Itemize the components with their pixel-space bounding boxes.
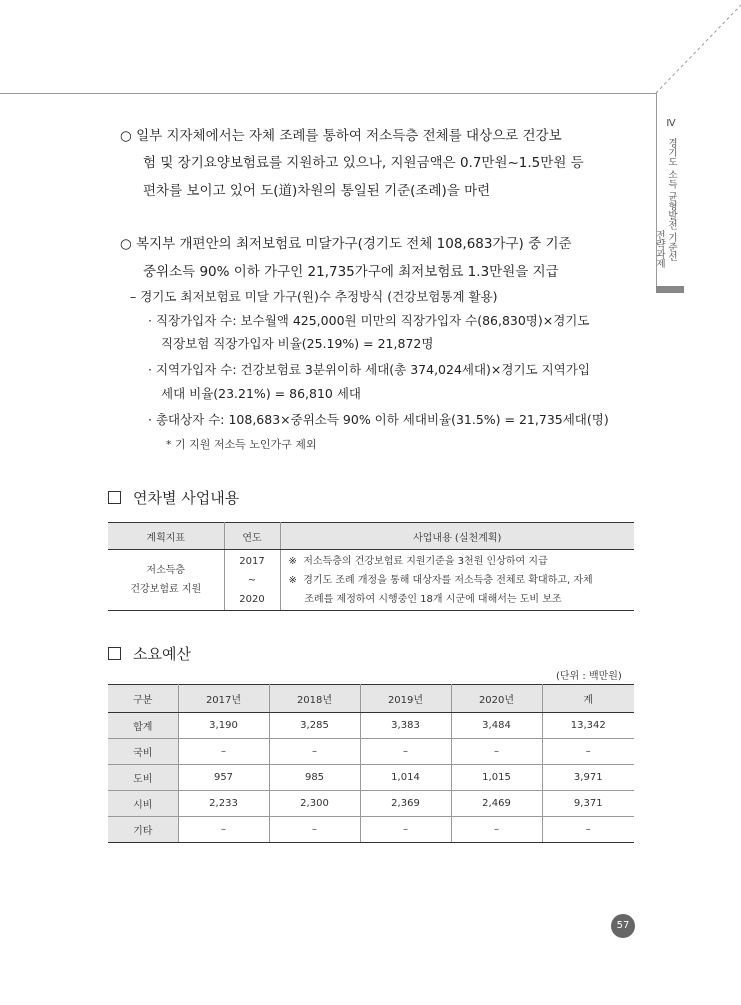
table-cell: 2,300 [269,791,360,817]
table-cell: 3,383 [360,713,451,739]
table-cell: – [360,739,451,765]
section1-heading [108,487,239,508]
table1-header: 계획지표 [108,523,224,550]
bullet1-line1: · 직장가입자 수: 보수월액 425,000원 미만의 직장가입자 수(86,830명)×경기도 [148,313,590,328]
row-label: 국비 [108,739,178,765]
bullet2-line2: 세대 비율(23.21%) = 86,810 세대 [161,386,361,401]
indicator-line: 저소득층 [146,565,186,576]
para2-line1: ○ 복지부 개편안의 최저보험료 미달가구(경기도 전체 108,683가구) 중 기준 [120,236,572,252]
table-cell: – [542,817,634,843]
table2-header: 2017년 [178,685,269,713]
table-cell: 3,484 [451,713,542,739]
header-rule [0,93,656,94]
row-label: 기타 [108,817,178,843]
year-line: ~ [247,574,257,586]
table-cell: 3,285 [269,713,360,739]
chapter-tab [654,118,685,286]
table1-header: 연도 [224,523,280,550]
content-line: 조례를 제정하여 시행중인 18개 시군에 대해서는 도비 보조 [288,593,562,605]
table-cell: – [269,739,360,765]
row-label: 시비 [108,791,178,817]
chapter-number: Ⅳ [666,118,676,129]
table-cell: 1,014 [360,765,451,791]
table-cell: 957 [178,765,269,791]
table2-header: 계 [542,685,634,713]
bullet2-line1: · 지역가입자 수: 건강보험료 3분위이하 세대(총 374,024세대)×경기도 지역가입 [148,362,590,377]
section2-title: 소요예산 [133,645,191,663]
table-cell: 13,342 [542,713,634,739]
budget-table [108,684,634,843]
table-row [108,817,634,843]
row-label: 도비 [108,765,178,791]
table-cell: – [178,739,269,765]
checkbox-icon [108,491,121,504]
checkbox-icon [108,647,121,660]
table-row [108,791,634,817]
table2-header: 2020년 [451,685,542,713]
corner-decoration [0,0,741,100]
table-cell: 1,015 [451,765,542,791]
section2-heading [108,643,191,664]
section1-title: 연차별 사업내용 [133,489,240,507]
para1-line3: 편차를 보이고 있어 도(道)차원의 통일된 기준(조례)을 마련 [143,183,491,199]
table-row [108,739,634,765]
table2-header: 구분 [108,685,178,713]
table-cell: 2,469 [451,791,542,817]
year-line: 2017 [239,555,265,567]
table2-header: 2018년 [269,685,360,713]
chapter-title: 경기도 소득 균형발전 기준선 [666,138,677,262]
table-cell: 985 [269,765,360,791]
plan-table [108,522,634,611]
table2-header: 2019년 [360,685,451,713]
table-cell: – [178,817,269,843]
unit-label: (단위 : 백만원) [556,671,622,682]
table-cell: 3,190 [178,713,269,739]
row-label: 합계 [108,713,178,739]
table-cell: 2,369 [360,791,451,817]
table-cell: – [360,817,451,843]
chapter-subtitle: 전략과제 [654,230,665,268]
table1-content-cell [280,550,634,611]
page-number: 57 [611,914,635,938]
year-line: 2020 [239,593,265,605]
table1-year-cell [224,550,280,611]
table1-header: 사업내용 (실천계획) [280,523,634,550]
table-row [108,765,634,791]
bullet1-line2: 직장보험 직장가입자 비율(25.19%) = 21,872명 [161,336,434,351]
footnote: * 기 지원 저소득 노인가구 제외 [166,438,317,451]
table-cell: – [451,817,542,843]
table-cell: 2,233 [178,791,269,817]
table-cell: 9,371 [542,791,634,817]
para1-line2: 험 및 장기요양보험료를 지원하고 있으나, 지원금액은 0.7만원~1.5만원 등 [143,155,584,171]
para2-line2: 중위소득 90% 이하 가구인 21,735가구에 최저보험료 1.3만원을 지급 [143,264,559,280]
para2-subheading: – 경기도 최저보험료 미달 가구(원)수 추정방식 (건강보험통계 활용) [130,289,498,304]
content-line: ※ 경기도 조례 개정을 통해 대상자를 저소득층 전체로 확대하고, 자체 [288,574,593,586]
table-cell: – [542,739,634,765]
indicator-line: 건강보험료 지원 [130,584,202,595]
bullet3: · 총대상자 수: 108,683×중위소득 90% 이하 세대비율(31.5%) = 21,735세대(명) [148,412,609,427]
table-cell: – [269,817,360,843]
table1-indicator-cell [108,550,224,611]
table-cell: 3,971 [542,765,634,791]
table-cell: – [451,739,542,765]
chapter-tab-marker [656,286,684,293]
table-row [108,713,634,739]
para1-line1: ○ 일부 지자체에서는 자체 조례를 통하여 저소득층 전체를 대상으로 건강보 [120,128,562,144]
content-line: ※ 저소득층의 건강보험료 지원기준을 3천원 인상하여 지급 [288,555,548,567]
